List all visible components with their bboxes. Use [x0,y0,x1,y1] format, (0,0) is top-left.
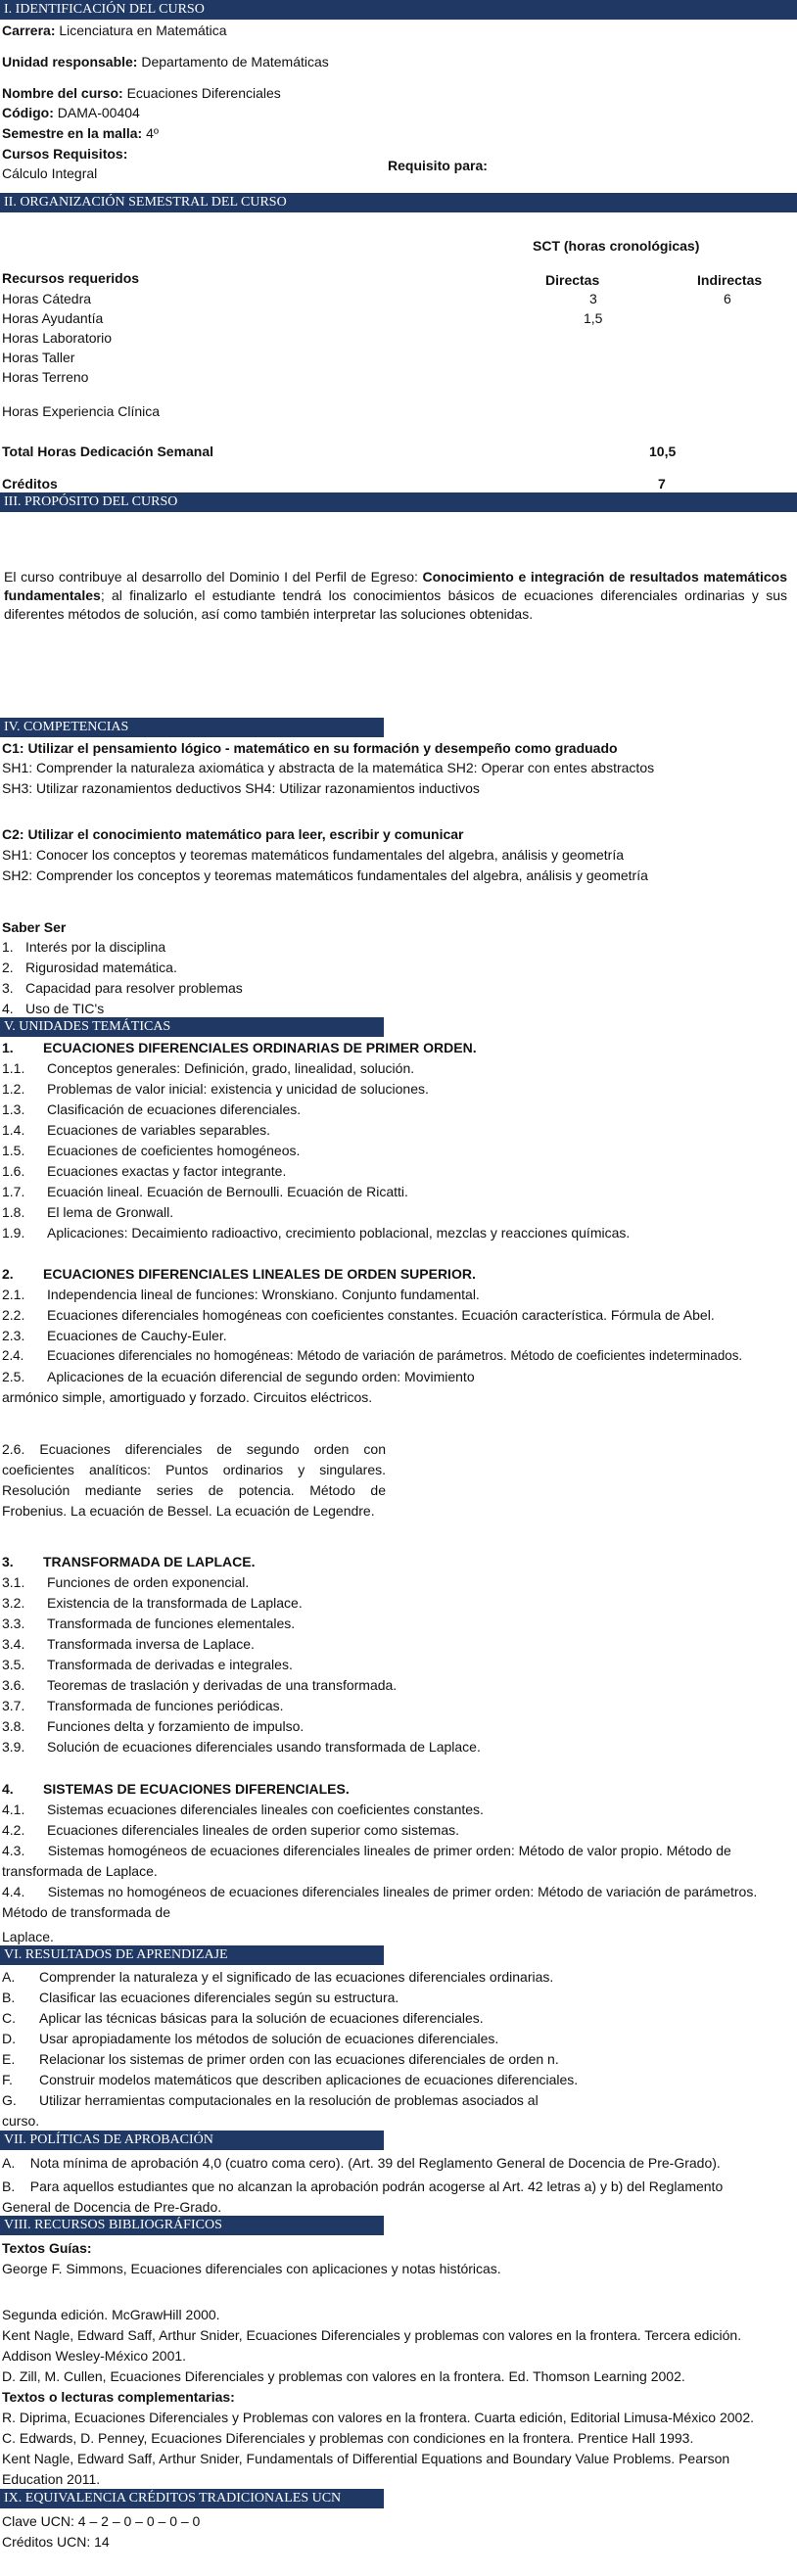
resultado-letter: A. [2,1969,16,1985]
unidad-item [2,1183,408,1200]
biblio-entry: Kent Nagle, Edward Saff, Arthur Snider, Ecuaciones Diferenciales y problemas con valores en la frontera. Tercera edición. [2,2327,742,2343]
proposito-paragraph [4,568,787,624]
unidad-4-4-continuation: Método de transformada de [2,1904,170,1920]
section-header-bibliografia: VIII. RECURSOS BIBLIOGRÁFICOS [0,2216,384,2235]
unidad-4-text: SISTEMAS DE ECUACIONES DIFERENCIALES. [43,1781,350,1797]
unidad-4-title [2,1780,350,1798]
total-horas-label: Total Horas Dedicación Semanal [2,444,214,459]
unidad-item [2,1121,270,1139]
resultado-letter: F. [2,2072,13,2087]
textos-complementarios-title: Textos o lecturas complementarias: [2,2389,235,2405]
unidad-item-text: Ecuaciones de variables separables. [47,1122,271,1138]
resultado-text: Comprender la naturaleza y el significado de las ecuaciones diferenciales ordinarias. [39,1969,554,1985]
unidad-item-text: Aplicaciones de la ecuación diferencial de segundo orden: Movimiento [47,1369,475,1384]
unidad-item-text: Ecuación lineal. Ecuación de Bernoulli. Ecuación de Ricatti. [47,1184,408,1199]
unidad-item-text: Ecuaciones diferenciales homogéneas con coeficientes constantes. Ecuación característica. Fórmula de Abel. [47,1307,715,1323]
total-horas-value: 10,5 [649,444,677,459]
unidad-item [2,1101,301,1118]
resultado-text: Construir modelos matemáticos que describen aplicaciones de ecuaciones diferenciales. [39,2072,579,2087]
unidad-label: Unidad responsable: [2,54,138,70]
codigo-line [2,104,140,121]
resultado-text: Usar apropiadamente los métodos de solución de ecuaciones diferenciales. [39,2031,499,2046]
unidad-item [2,1224,630,1241]
unidad-item [2,1635,255,1653]
unidad-item [2,1738,481,1756]
unidad-item-number: 2.5. [2,1369,25,1384]
unidad-1-number: 1. [2,1040,14,1055]
unidad-1-text: ECUACIONES DIFERENCIALES ORDINARIAS DE PRIMER ORDEN. [43,1040,477,1055]
saber-ser-item [2,1000,104,1017]
clave-ucn: Clave UCN: 4 – 2 – 0 – 0 – 0 – 0 [2,2513,201,2529]
indirectas-label: Indirectas [697,272,763,288]
resultado-item [2,2009,484,2027]
politica-item-b: B. Para aquellos estudiantes que no alcanzan la aprobación podrán acogerse al Art. 42 letras a) y b) del Reglamento [2,2178,724,2194]
section-header-equivalencia: IX. EQUIVALENCIA CRÉDITOS TRADICIONALES UCN [0,2489,384,2508]
resultado-text: Relacionar los sistemas de primer orden con las ecuaciones diferenciales de orden n. [39,2051,559,2067]
unidad-item-number: 3.9. [2,1739,25,1755]
unidad-item [2,1162,286,1180]
politica-item-a: A. Nota mínima de aprobación 4,0 (cuatro coma cero). (Art. 39 del Reglamento General de Docencia de Pre-Grado). [2,2155,721,2171]
org-row-directas: 3 [589,291,597,306]
recursos-label: Recursos requeridos [2,270,140,286]
org-row-label: Horas Ayudantía [2,310,104,326]
unidad-item [2,1203,173,1221]
unidad-2-6-paragraph: 2.6. Ecuaciones diferenciales de segundo orden con coeficientes analíticos: Puntos ordinarios y singulares. Resolución mediante series de potencia. Método de Frobenius. La ecuación de Bessel. La ecuación de Legendre. [2,1441,386,1519]
resultado-item [2,2030,498,2047]
saber-ser-text: Capacidad para resolver problemas [25,980,243,996]
unidad-item [2,1142,300,1159]
unidad-item-text: Independencia lineal de funciones: Wronskiano. Conjunto fundamental. [47,1287,480,1302]
unidad-item-number: 2.4. [2,1348,24,1363]
saber-ser-item [2,938,165,956]
unidad-item-number: 3.7. [2,1698,25,1713]
resultado-letter: D. [2,2031,16,2046]
saber-ser-number: 1. [2,939,14,955]
resultado-letter: C. [2,2010,16,2026]
competencia-c1-title: C1: Utilizar el pensamiento lógico - matemático en su formación y desempeño como graduado [2,740,618,756]
saber-ser-number: 4. [2,1001,14,1016]
codigo-label: Código: [2,105,54,120]
competencia-c1-line: SH1: Comprender la naturaleza axiomática y abstracta de la matemática SH2: Operar con entes abstractos [2,760,655,775]
unidad-item-number: 1.3. [2,1101,25,1117]
unidad-item-number: 1.2. [2,1081,25,1097]
unidad-item-text: Ecuaciones diferenciales no homogéneas: Método de variación de parámetros. Método de coeficientes indeterminados. [47,1348,743,1363]
textos-guias-title: Textos Guías: [2,2240,92,2256]
resultado-item [2,1989,398,2006]
unidad-item [2,1080,429,1098]
unidad-item-number: 2.3. [2,1328,25,1343]
biblio-entry-continuation: Education 2011. [2,2471,101,2487]
unidad-3-text: TRANSFORMADA DE LAPLACE. [43,1554,256,1569]
resultado-item [2,1968,553,1986]
unidad-item [2,1594,303,1612]
section-header-politicas: VII. POLÍTICAS DE APROBACIÓN [0,2131,384,2150]
section-header-proposito: III. PROPÓSITO DEL CURSO [0,492,797,512]
unidad-item [2,1697,284,1714]
unidad-1-title [2,1039,477,1056]
unidad-item-text: Funciones de orden exponencial. [47,1574,250,1590]
proposito-dominio: Conocimiento e integración de resultados matemáticos fundamentales [4,569,787,603]
competencia-c2-title: C2: Utilizar el conocimiento matemático para leer, escribir y comunicar [2,826,464,842]
requisitos-value: Cálculo Integral [2,165,98,181]
resultado-continuation: curso. [2,2113,40,2129]
unidad-item-number: 2.1. [2,1287,25,1302]
semestre-line [2,124,159,142]
unidad-3-title [2,1553,255,1570]
unidad-item-number: 3.1. [2,1574,25,1590]
unidad-item-number: 1.9. [2,1225,25,1241]
unidad-item [2,1286,480,1303]
unidad-4-3-line: 4.3. Sistemas homogéneos de ecuaciones diferenciales lineales de primer orden: Método de valor propio. Método de [2,1843,731,1858]
unidad-item-text: Clasificación de ecuaciones diferenciales. [47,1101,302,1117]
unidad-item [2,1347,742,1365]
creditos-ucn: Créditos UCN: 14 [2,2534,110,2550]
resultado-letter: B. [2,1990,16,2005]
resultado-text: Aplicar las técnicas básicas para la solución de ecuaciones diferenciales. [39,2010,484,2026]
unidad-item-text: Funciones delta y forzamiento de impulso. [47,1718,305,1734]
unidad-item-number: 1.1. [2,1060,25,1076]
unidad-item-number: 3.6. [2,1677,25,1693]
sct-header: SCT (horas cronológicas) [533,238,700,254]
biblio-entry: Kent Nagle, Edward Saff, Arthur Snider, Fundamentals of Differential Equations and Boundary Value Problems. Pearson [2,2451,730,2466]
unidad-item-text: Transformada de funciones elementales. [47,1616,296,1631]
semestre-label: Semestre en la malla: [2,125,143,141]
unidad-4-number: 4. [2,1781,14,1797]
proposito-rest: ; al finalizarlo el estudiante tendrá los conocimientos básicos de ecuaciones diferenciales ordinarias y sus diferentes métodos de solución, así como también interpretar las soluciones obtenidas. [4,587,787,622]
saber-ser-number: 2. [2,960,14,975]
creditos-label: Créditos [2,476,58,492]
unidad-item-number: 3.5. [2,1657,25,1672]
resultado-item [2,2071,578,2088]
unidad-item-number: 4.2. [2,1822,25,1838]
unidad-item-number: 3.3. [2,1616,25,1631]
unidad-item-text: Aplicaciones: Decaimiento radioactivo, crecimiento poblacional, mezclas y reacciones químicas. [47,1225,631,1241]
unidad-item-text: Ecuaciones de Cauchy-Euler. [47,1328,227,1343]
section-header-competencias: IV. COMPETENCIAS [0,718,384,737]
unidad-item-number: 3.8. [2,1718,25,1734]
biblio-entry: Segunda edición. McGrawHill 2000. [2,2307,220,2322]
unidad-item-number: 1.8. [2,1204,25,1220]
resultado-text: Utilizar herramientas computacionales en la resolución de problemas asociados al [39,2092,539,2108]
creditos-value: 7 [658,476,666,492]
saber-ser-number: 3. [2,980,14,996]
unidad-2-5-continuation: armónico simple, amortiguado y forzado. Circuitos eléctricos. [2,1389,373,1405]
biblio-entry: C. Edwards, D. Penney, Ecuaciones Diferenciales y problemas con condiciones en la frontera. Prentice Hall 1993. [2,2430,694,2446]
unidad-2-text: ECUACIONES DIFERENCIALES LINEALES DE ORDEN SUPERIOR. [43,1266,476,1282]
requisito-para-label: Requisito para: [388,158,488,173]
saber-ser-text: Interés por la disciplina [25,939,166,955]
resultado-item [2,2091,539,2109]
unidad-item [2,1368,475,1385]
biblio-entry: D. Zill, M. Cullen, Ecuaciones Diferenciales y problemas con valores en la frontera. Ed. Thomson Learning 2002. [2,2368,685,2384]
unidad-item-number: 1.5. [2,1143,25,1158]
unidad-item-number: 1.6. [2,1163,25,1179]
unidad-item-text: Ecuaciones de coeficientes homogéneos. [47,1143,301,1158]
unidad-4-4-line: 4.4. Sistemas no homogéneos de ecuaciones diferenciales lineales de primer orden: Método de variación de parámetros. [2,1884,758,1899]
unidad-4-4-continuation: Laplace. [2,1929,54,1944]
section-header-resultados: VI. RESULTADOS DE APRENDIZAJE [0,1945,384,1965]
section-header-identificacion: I. IDENTIFICACIÓN DEL CURSO [0,0,797,20]
unidad-item-number: 3.4. [2,1636,25,1652]
unidad-item-number: 4.1. [2,1802,25,1817]
saber-ser-text: Rigurosidad matemática. [25,960,177,975]
unidad-item-text: Transformada de funciones periódicas. [47,1698,284,1713]
competencia-c1-line: SH3: Utilizar razonamientos deductivos SH4: Utilizar razonamientos inductivos [2,780,480,796]
unidad-item [2,1821,459,1839]
biblio-entry-continuation: Addison Wesley-México 2001. [2,2348,187,2364]
org-row-label: Horas Taller [2,350,75,365]
unidad-item [2,1573,249,1591]
unidad-2-number: 2. [2,1266,14,1282]
org-row-indirectas: 6 [724,291,731,306]
saber-ser-text: Uso de TIC's [25,1001,105,1016]
section-header-organizacion: II. ORGANIZACIÓN SEMESTRAL DEL CURSO [0,193,797,212]
requisitos-label: Cursos Requisitos: [2,146,128,162]
codigo-value: DAMA-00404 [53,105,140,120]
unidad-item-text: Solución de ecuaciones diferenciales usando transformada de Laplace. [47,1739,481,1755]
unidad-item-number: 1.4. [2,1122,25,1138]
competencia-c2-line: SH2: Comprender los conceptos y teoremas matemáticos fundamentales del algebra, análisis y geometría [2,867,648,883]
org-row-label: Horas Terreno [2,369,89,385]
org-row-label: Horas Cátedra [2,291,92,306]
unidad-item-text: Transformada inversa de Laplace. [47,1636,255,1652]
unidad-item [2,1656,293,1673]
unidad-2-title [2,1265,476,1283]
unidad-item-text: Existencia de la transformada de Laplace. [47,1595,303,1611]
unidad-item-text: Conceptos generales: Definición, grado, linealidad, solución. [47,1060,415,1076]
resultado-letter: E. [2,2051,16,2067]
resultado-letter: G. [2,2092,17,2108]
unidad-item [2,1327,227,1344]
unidad-item-text: Sistemas ecuaciones diferenciales lineales con coeficientes constantes. [47,1802,484,1817]
unidad-line [2,53,329,70]
saber-ser-title: Saber Ser [2,919,67,935]
carrera-line [2,22,227,39]
carrera-value: Licenciatura en Matemática [55,23,227,38]
unidad-item-number: 2.2. [2,1307,25,1323]
unidad-item [2,1801,484,1818]
unidad-item-number: 1.7. [2,1184,25,1199]
resultado-item [2,2050,559,2068]
carrera-label: Carrera: [2,23,56,38]
unidad-item [2,1059,414,1077]
unidad-item-text: Transformada de derivadas e integrales. [47,1657,293,1672]
clinica-label: Horas Experiencia Clínica [2,403,161,419]
section-header-unidades: V. UNIDADES TEMÁTICAS [0,1017,384,1037]
biblio-entry: R. Diprima, Ecuaciones Diferenciales y Problemas con valores en la frontera. Cuarta edición, Editorial Limusa-México 2002. [2,2410,755,2425]
saber-ser-item [2,979,243,997]
unidad-4-3-continuation: transformada de Laplace. [2,1863,158,1879]
org-row-directas: 1,5 [584,310,603,326]
unidad-item-text: Problemas de valor inicial: existencia y unicidad de soluciones. [47,1081,429,1097]
biblio-entry: George F. Simmons, Ecuaciones diferenciales con aplicaciones y notas históricas. [2,2261,501,2276]
nombre-label: Nombre del curso: [2,85,123,101]
proposito-intro: El curso contribuye al desarrollo del Dominio I del Perfil de Egreso: [4,569,423,585]
unidad-item-text: Ecuaciones diferenciales lineales de orden superior como sistemas. [47,1822,459,1838]
nombre-value: Ecuaciones Diferenciales [122,85,281,101]
resultado-text: Clasificar las ecuaciones diferenciales según su estructura. [39,1990,399,2005]
unidad-item [2,1717,304,1735]
directas-label: Directas [545,272,600,288]
unidad-item [2,1306,715,1324]
unidad-item-text: El lema de Gronwall. [47,1204,174,1220]
unidad-item-number: 3.2. [2,1595,25,1611]
politica-item-b-continuation: General de Docencia de Pre-Grado. [2,2199,222,2215]
org-row-label: Horas Laboratorio [2,330,113,346]
nombre-line [2,84,281,102]
unidad-item-text: Ecuaciones exactas y factor integrante. [47,1163,287,1179]
semestre-value: 4º [142,125,159,141]
unidad-3-number: 3. [2,1554,14,1569]
unidad-item [2,1615,295,1632]
competencia-c2-line: SH1: Conocer los conceptos y teoremas matemáticos fundamentales del algebra, análisis y geometría [2,847,624,863]
saber-ser-item [2,959,177,976]
unidad-item [2,1676,397,1694]
unidad-item-text: Teoremas de traslación y derivadas de una transformada. [47,1677,398,1693]
unidad-value: Departamento de Matemáticas [137,54,329,70]
